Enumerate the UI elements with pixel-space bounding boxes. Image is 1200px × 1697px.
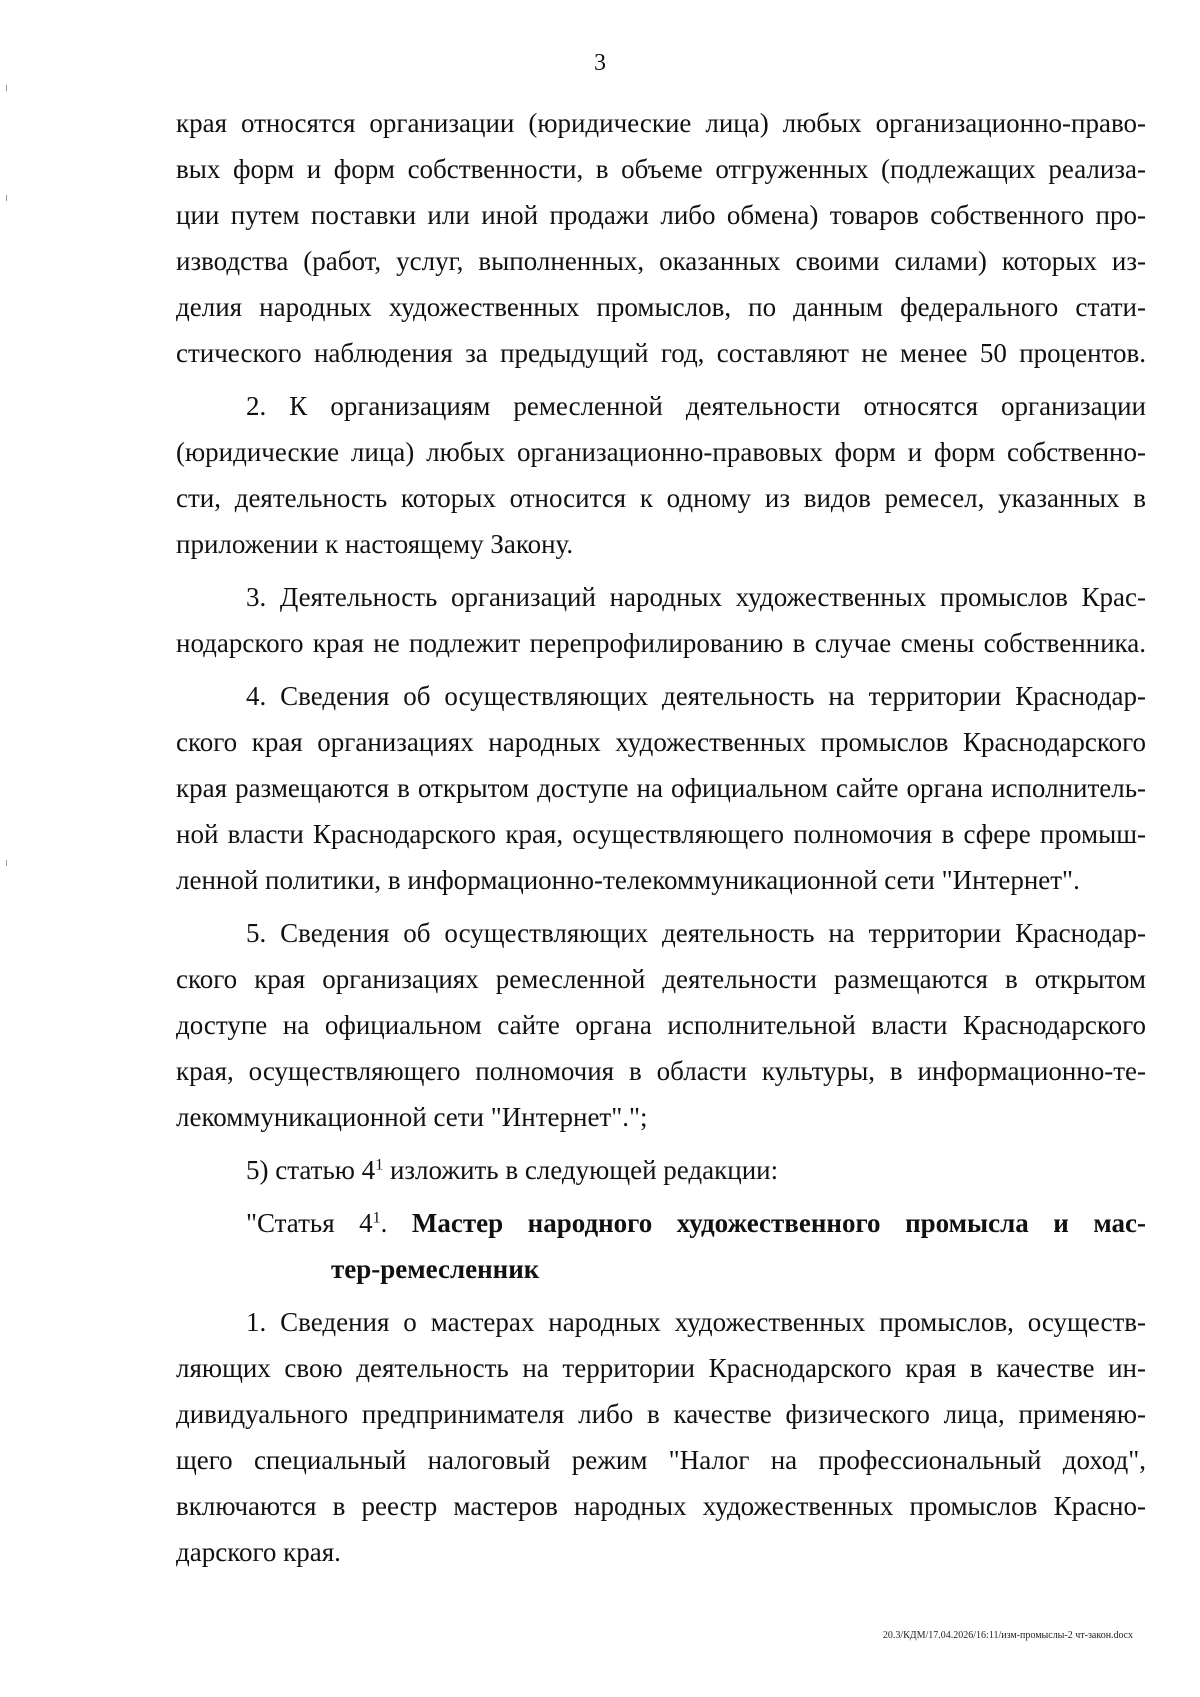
scan-mark bbox=[6, 860, 7, 866]
text-line: ции путем поставки или иной продажи либо обмена) товаров собственного про- bbox=[176, 200, 1146, 230]
text-line: приложении к настоящему Закону. bbox=[176, 529, 574, 559]
text-line: края, осуществляющего полномочия в области культуры, в информационно-те- bbox=[176, 1056, 1146, 1086]
text-line: вых форм и форм собственности, в объеме отгруженных (подлежащих реализа- bbox=[176, 154, 1146, 184]
superscript: 1 bbox=[372, 1209, 381, 1227]
text-line: ляющих свою деятельность на территории Краснодарского края в качестве ин- bbox=[176, 1353, 1146, 1383]
text-line: 4. Сведения об осуществляющих деятельность на территории Краснодар- bbox=[246, 681, 1146, 711]
text-line: ского края организациях народных художественных промыслов Краснодарского bbox=[176, 727, 1146, 757]
text-line: стического наблюдения за предыдущий год, составляют не менее 50 процентов. bbox=[176, 338, 1146, 368]
text-line: 5. Сведения об осуществляющих деятельность на территории Краснодар- bbox=[246, 918, 1146, 948]
text-line: ленной политики, в информационно-телекоммуникационной сети "Интернет". bbox=[176, 865, 1080, 895]
text-line: дивидуального предпринимателя либо в качестве физического лица, применяю- bbox=[176, 1399, 1146, 1429]
heading-dot: . bbox=[380, 1208, 412, 1238]
text-line: (юридические лица) любых организационно-правовых форм и форм собственно- bbox=[176, 437, 1146, 467]
footer-file-path: 20.3/КДМ/17.04.2026/16:11/изм-промыслы-2 чт-закон.docx bbox=[882, 1630, 1133, 1641]
article-heading-cont: тер-ремесленник bbox=[331, 1254, 540, 1284]
text-line: 1. Сведения о мастерах народных художественных промыслов, осуществ- bbox=[246, 1307, 1146, 1337]
text-line bbox=[246, 1147, 1146, 1193]
superscript: 1 bbox=[375, 1156, 384, 1174]
text-line: 3. Деятельность организаций народных художественных промыслов Крас- bbox=[246, 582, 1146, 612]
text-line: дарского края. bbox=[176, 1537, 341, 1567]
text-line: изводства (работ, услуг, выполненных, оказанных своими силами) которых из- bbox=[176, 246, 1146, 276]
scan-mark bbox=[6, 85, 7, 91]
text-line: нодарского края не подлежит перепрофилированию в случае смены собственника. bbox=[176, 628, 1146, 658]
text-line: доступе на официальном сайте органа исполнительной власти Краснодарского bbox=[176, 1010, 1146, 1040]
text-span: 5) статью 4 bbox=[246, 1155, 376, 1185]
text-line: включаются в реестр мастеров народных художественных промыслов Красно- bbox=[176, 1491, 1146, 1521]
text-span: изложить в следующей редакции: bbox=[383, 1155, 779, 1185]
text-line: сти, деятельность которых относится к одному из видов ремесел, указанных в bbox=[176, 483, 1146, 513]
text-line: края относятся организации (юридические лица) любых организационно-право- bbox=[176, 108, 1146, 138]
text-line: лекоммуникационной сети "Интернет"."; bbox=[176, 1102, 648, 1132]
heading-title: Мастер народного художественного промысла и мас- bbox=[411, 1208, 1146, 1238]
heading-prefix: "Статья 4 bbox=[246, 1208, 373, 1238]
text-line: делия народных художественных промыслов, по данным федерального стати- bbox=[176, 292, 1146, 322]
scan-mark bbox=[6, 195, 7, 201]
text-line: ной власти Краснодарского края, осуществляющего полномочия в сфере промыш- bbox=[176, 819, 1146, 849]
text-line: ского края организациях ремесленной деятельности размещаются в открытом bbox=[176, 964, 1146, 994]
page-number: 3 bbox=[594, 50, 606, 76]
text-line: щего специальный налоговый режим "Налог на профессиональный доход", bbox=[176, 1445, 1146, 1475]
article-heading bbox=[246, 1200, 1146, 1246]
text-line: края размещаются в открытом доступе на официальном сайте органа исполнитель- bbox=[176, 773, 1146, 803]
text-line: 2. К организациям ремесленной деятельности относятся организации bbox=[246, 391, 1146, 421]
